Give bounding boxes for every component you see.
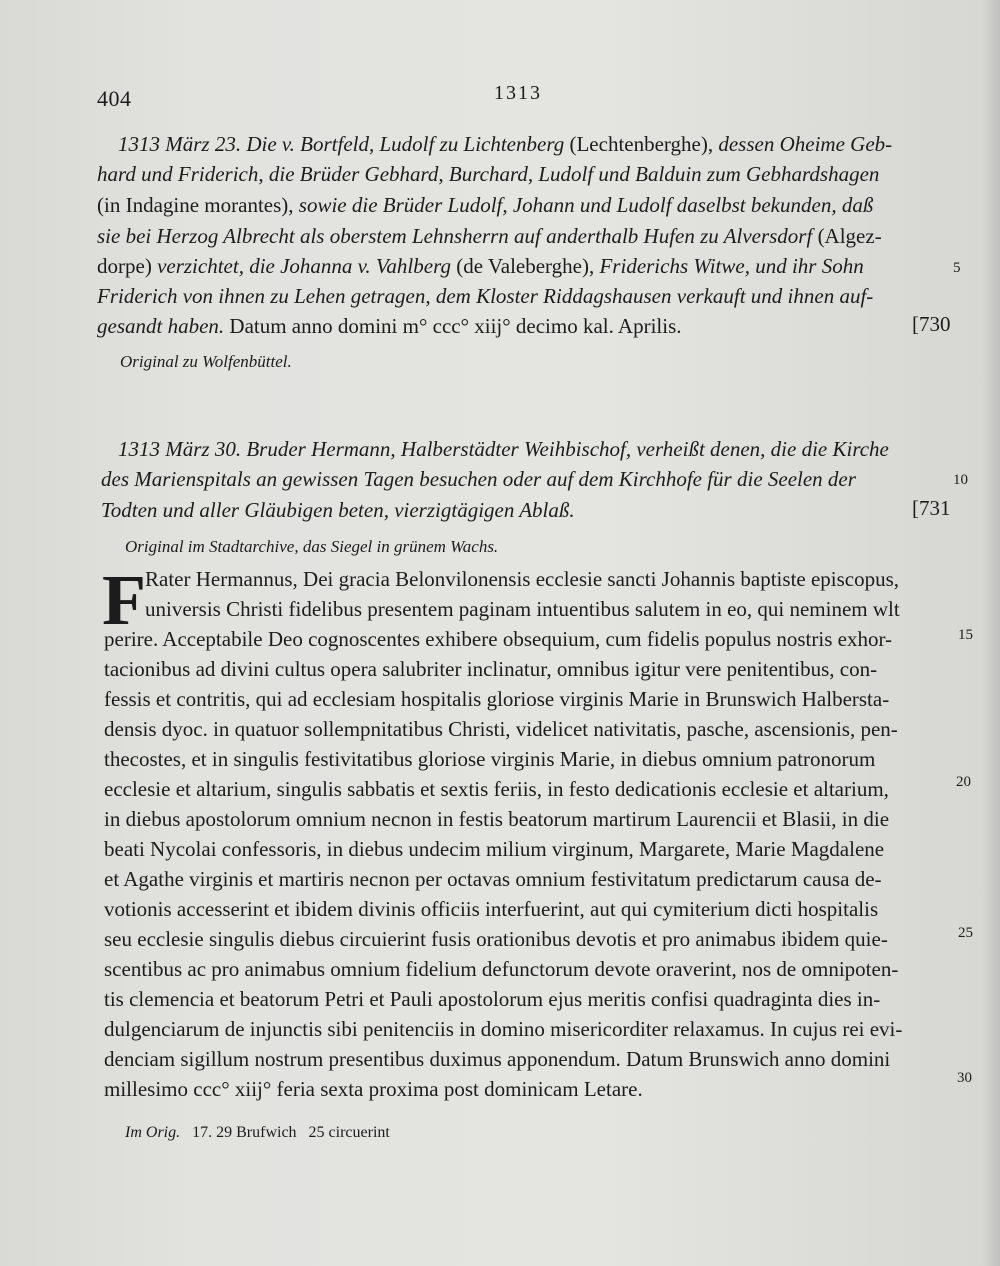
entry-730-line bbox=[97, 283, 873, 309]
entry-731-line bbox=[118, 436, 889, 462]
roman-segment: (Algez- bbox=[817, 224, 882, 248]
charter-line: scentibus ac pro animabus omnium fidelium defunctorum devote oraverint, nos de omnipoten- bbox=[104, 957, 899, 981]
entry-730-line bbox=[97, 223, 882, 249]
italic-segment: Todten und aller Gläubigen beten, vierzigtägigen Ablaß. bbox=[101, 498, 575, 522]
source-note: Original zu Wolfenbüttel. bbox=[120, 352, 292, 371]
charter-line: votionis accesserint et ibidem divinis officiis interfuerint, aut qui cymiterium dicti hospitalis bbox=[104, 897, 879, 921]
running-head-year: 1313 bbox=[494, 82, 542, 104]
italic-segment: verzichtet, die Johanna v. Vahlberg bbox=[157, 254, 457, 278]
charter-line: beati Nycolai confessoris, in diebus undecim milium virginum, Margarete, Marie Magdalene bbox=[104, 837, 885, 861]
source-note: Original im Stadtarchive, das Siegel in grünem Wachs. bbox=[125, 537, 499, 556]
line-number-marker: 30 bbox=[957, 1070, 972, 1086]
entry-730-line bbox=[97, 313, 682, 339]
footnote-text: 17. 29 Brufwich 25 circuerint bbox=[192, 1124, 390, 1141]
italic-segment: Friderich von ihnen zu Lehen getragen, dem Kloster Riddagshausen verkauft und ihnen auf- bbox=[97, 284, 874, 308]
line-number-marker: 20 bbox=[956, 774, 971, 790]
charter-line: Rater Hermannus, Dei gracia Belonvilonensis ecclesie sancti Johannis baptiste episcopus, bbox=[145, 567, 900, 591]
italic-segment: sowie die Brüder Ludolf, Johann und Ludolf daselbst bekunden, daß bbox=[298, 193, 874, 217]
charter-line: tacionibus ad divini cultus opera salubriter inclinatur, omnibus igitur vere penitentibus, con- bbox=[104, 657, 878, 681]
charter-line: millesimo ccc° xiij° feria sexta proxima post dominicam Letare. bbox=[104, 1077, 643, 1101]
entry-731-line bbox=[101, 466, 856, 492]
document-number: [731 bbox=[912, 496, 951, 520]
italic-segment: gesandt haben. bbox=[97, 314, 230, 338]
charter-line: tis clemencia et beatorum Petri et Pauli apostolorum ejus meritis confisi quadraginta dies in- bbox=[104, 987, 881, 1011]
drop-cap: F bbox=[102, 560, 146, 640]
italic-segment: 1313 März 23. Die v. Bortfeld, Ludolf zu Lichtenberg bbox=[118, 132, 570, 156]
footnote-label: Im Orig. bbox=[125, 1124, 181, 1141]
page-edge-shadow bbox=[982, 0, 1000, 1266]
charter-line: denciam sigillum nostrum presentibus duximus apponendum. Datum Brunswich anno domini bbox=[104, 1047, 891, 1071]
document-number: [730 bbox=[912, 312, 951, 336]
entry-730-line bbox=[97, 161, 879, 187]
roman-segment: Datum anno domini m° ccc° xiij° decimo kal. Aprilis. bbox=[229, 314, 682, 338]
entry-730-line bbox=[97, 192, 873, 218]
charter-line: ecclesie et altarium, singulis sabbatis et sextis feriis, in festo dedicationis ecclesie et altarium, bbox=[104, 777, 889, 801]
charter-line: thecostes, et in singulis festivitatibus gloriose virginis Marie, in diebus omnium patronorum bbox=[104, 747, 876, 771]
line-number-marker: 25 bbox=[958, 925, 973, 941]
entry-730-line bbox=[97, 253, 864, 279]
charter-line: fessis et contritis, qui ad ecclesiam hospitalis gloriose virginis Marie in Brunswich Halbersta- bbox=[104, 687, 890, 711]
footnote bbox=[125, 1124, 390, 1142]
charter-line: perire. Acceptabile Deo cognoscentes exhibere obsequium, cum fidelis populus nostris exhor- bbox=[104, 627, 893, 651]
charter-line: in diebus apostolorum omnium necnon in festis beatorum martirum Laurencii et Blasii, in die bbox=[104, 807, 890, 831]
charter-line: densis dyoc. in quatuor sollempnitatibus Christi, videlicet nativitatis, pasche, ascensionis, pen- bbox=[104, 717, 898, 741]
italic-segment: des Marienspitals an gewissen Tagen besuchen oder auf dem Kirchhofe für die Seelen der bbox=[101, 467, 856, 491]
entry-731-line bbox=[101, 497, 575, 523]
italic-segment: hard und Friderich, die Brüder Gebhard, Burchard, Ludolf und Balduin zum Gebhardshagen bbox=[97, 162, 880, 186]
italic-segment: 1313 März 30. Bruder Hermann, Halberstädter Weihbischof, verheißt denen, die die Kirche bbox=[118, 437, 889, 461]
charter-line: seu ecclesie singulis diebus circuierint fusis orationibus devotis et pro animabus ibidem quie- bbox=[104, 927, 888, 951]
line-number-marker: 15 bbox=[958, 627, 973, 643]
entry-730-line bbox=[118, 131, 892, 157]
charter-line: dulgenciarum de injunctis sibi penitenciis in domino misericorditer relaxamus. In cujus rei evi- bbox=[104, 1017, 903, 1041]
charter-line: universis Christi fidelibus presentem paginam intuentibus salutem in eo, qui neminem wlt bbox=[145, 597, 900, 621]
roman-segment: (de Valeberghe), bbox=[456, 254, 600, 278]
italic-segment: sie bei Herzog Albrecht als oberstem Lehnsherrn auf anderthalb Hufen zu Alversdorf bbox=[97, 224, 818, 248]
roman-segment: (in Indagine morantes), bbox=[97, 193, 299, 217]
page-number: 404 bbox=[97, 86, 132, 111]
charter-line: et Agathe virginis et martiris necnon per octavas omnium festivitatum predictarum causa de- bbox=[104, 867, 882, 891]
roman-segment: (Lechtenberghe), bbox=[569, 132, 719, 156]
roman-segment: dorpe) bbox=[97, 254, 158, 278]
line-number-marker: 10 bbox=[953, 472, 968, 488]
line-number-marker: 5 bbox=[953, 260, 961, 276]
italic-segment: dessen Oheime Geb- bbox=[718, 132, 893, 156]
italic-segment: Friderichs Witwe, und ihr Sohn bbox=[599, 254, 864, 278]
